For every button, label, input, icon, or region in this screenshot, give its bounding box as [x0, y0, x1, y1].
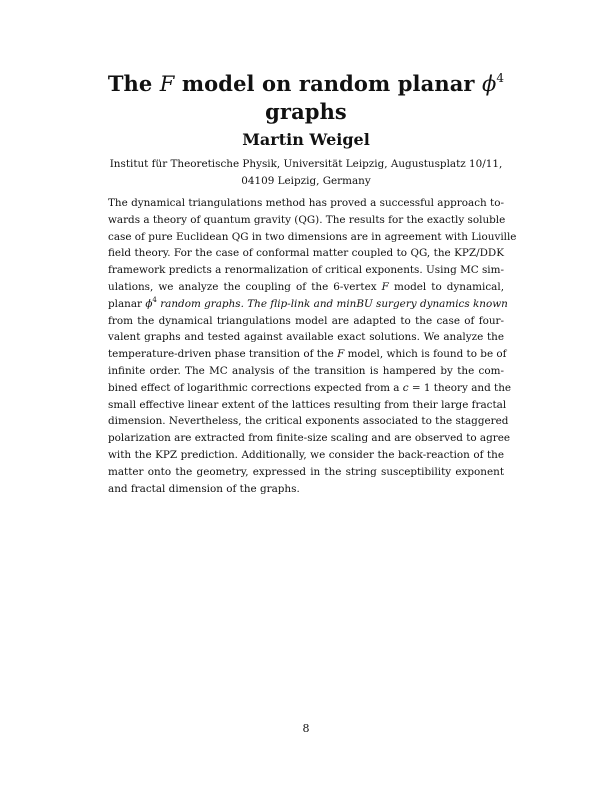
abstract-line: matter onto the geometry, expressed in the string susceptibility exponent [108, 465, 504, 478]
title-part1: The [107, 71, 160, 96]
abstract-line: and fractal dimension of the graphs. [108, 482, 300, 495]
abstract-line: planar $\phi^4$ random graphs. The flip-link and minBU surgery dynamics known [108, 295, 508, 310]
abstract-line: temperature-driven phase transition of the F model, which is found to be of [108, 348, 507, 361]
abstract-line: infinite order. The MC analysis of the transition is hampered by the com- [108, 364, 504, 377]
abstract-line: valent graphs and tested against available exact solutions. We analyze the [108, 331, 504, 344]
abstract-line: small effective linear extent of the lattices resulting from their large fractal [108, 398, 507, 411]
abstract-line: wards a theory of quantum gravity (QG). The results for the exactly soluble [108, 213, 506, 226]
abstract-line: The dynamical triangulations method has proved a successful approach to- [108, 197, 504, 209]
abstract-line: framework predicts a renormalization of critical exponents. Using MC sim- [108, 264, 504, 277]
affiliation-line1: Institut für Theoretische Physik, Universität Leipzig, Augustusplatz 10/11, [109, 158, 503, 170]
abstract-line: polarization are extracted from finite-size scaling and are observed to agree [108, 432, 511, 445]
abstract-line: from the dynamical triangulations model are adapted to the case of four- [108, 314, 504, 327]
paper-title [100, 70, 512, 125]
abstract-line: with the KPZ prediction. Additionally, we consider the back-reaction of the [108, 448, 504, 461]
affiliation [100, 156, 512, 190]
title-line2: graphs [265, 99, 347, 124]
title-part2: model on random planar [174, 71, 482, 96]
author-name: Martin Weigel [242, 130, 370, 149]
page-number: 8 [302, 722, 310, 735]
abstract-line: case of pure Euclidean QG in two dimensions are in agreement with Liouville [108, 230, 517, 243]
abstract-line: dimension. Nevertheless, the critical exponents associated to the staggered [108, 415, 509, 428]
title-phi-symbol: ϕ [482, 72, 497, 96]
affiliation-line2: 04109 Leipzig, Germany [241, 175, 371, 187]
abstract-line: field theory. For the case of conformal matter coupled to QG, the KPZ/DDK [108, 247, 504, 260]
abstract [108, 195, 517, 497]
title-superscript: 4 [496, 71, 505, 85]
title-italic-f: F [159, 72, 175, 96]
abstract-line: ulations, we analyze the coupling of the 6-vertex F model to dynamical, [108, 280, 505, 293]
abstract-line: bined effect of logarithmic corrections expected from a c = 1 theory and the [108, 381, 512, 394]
